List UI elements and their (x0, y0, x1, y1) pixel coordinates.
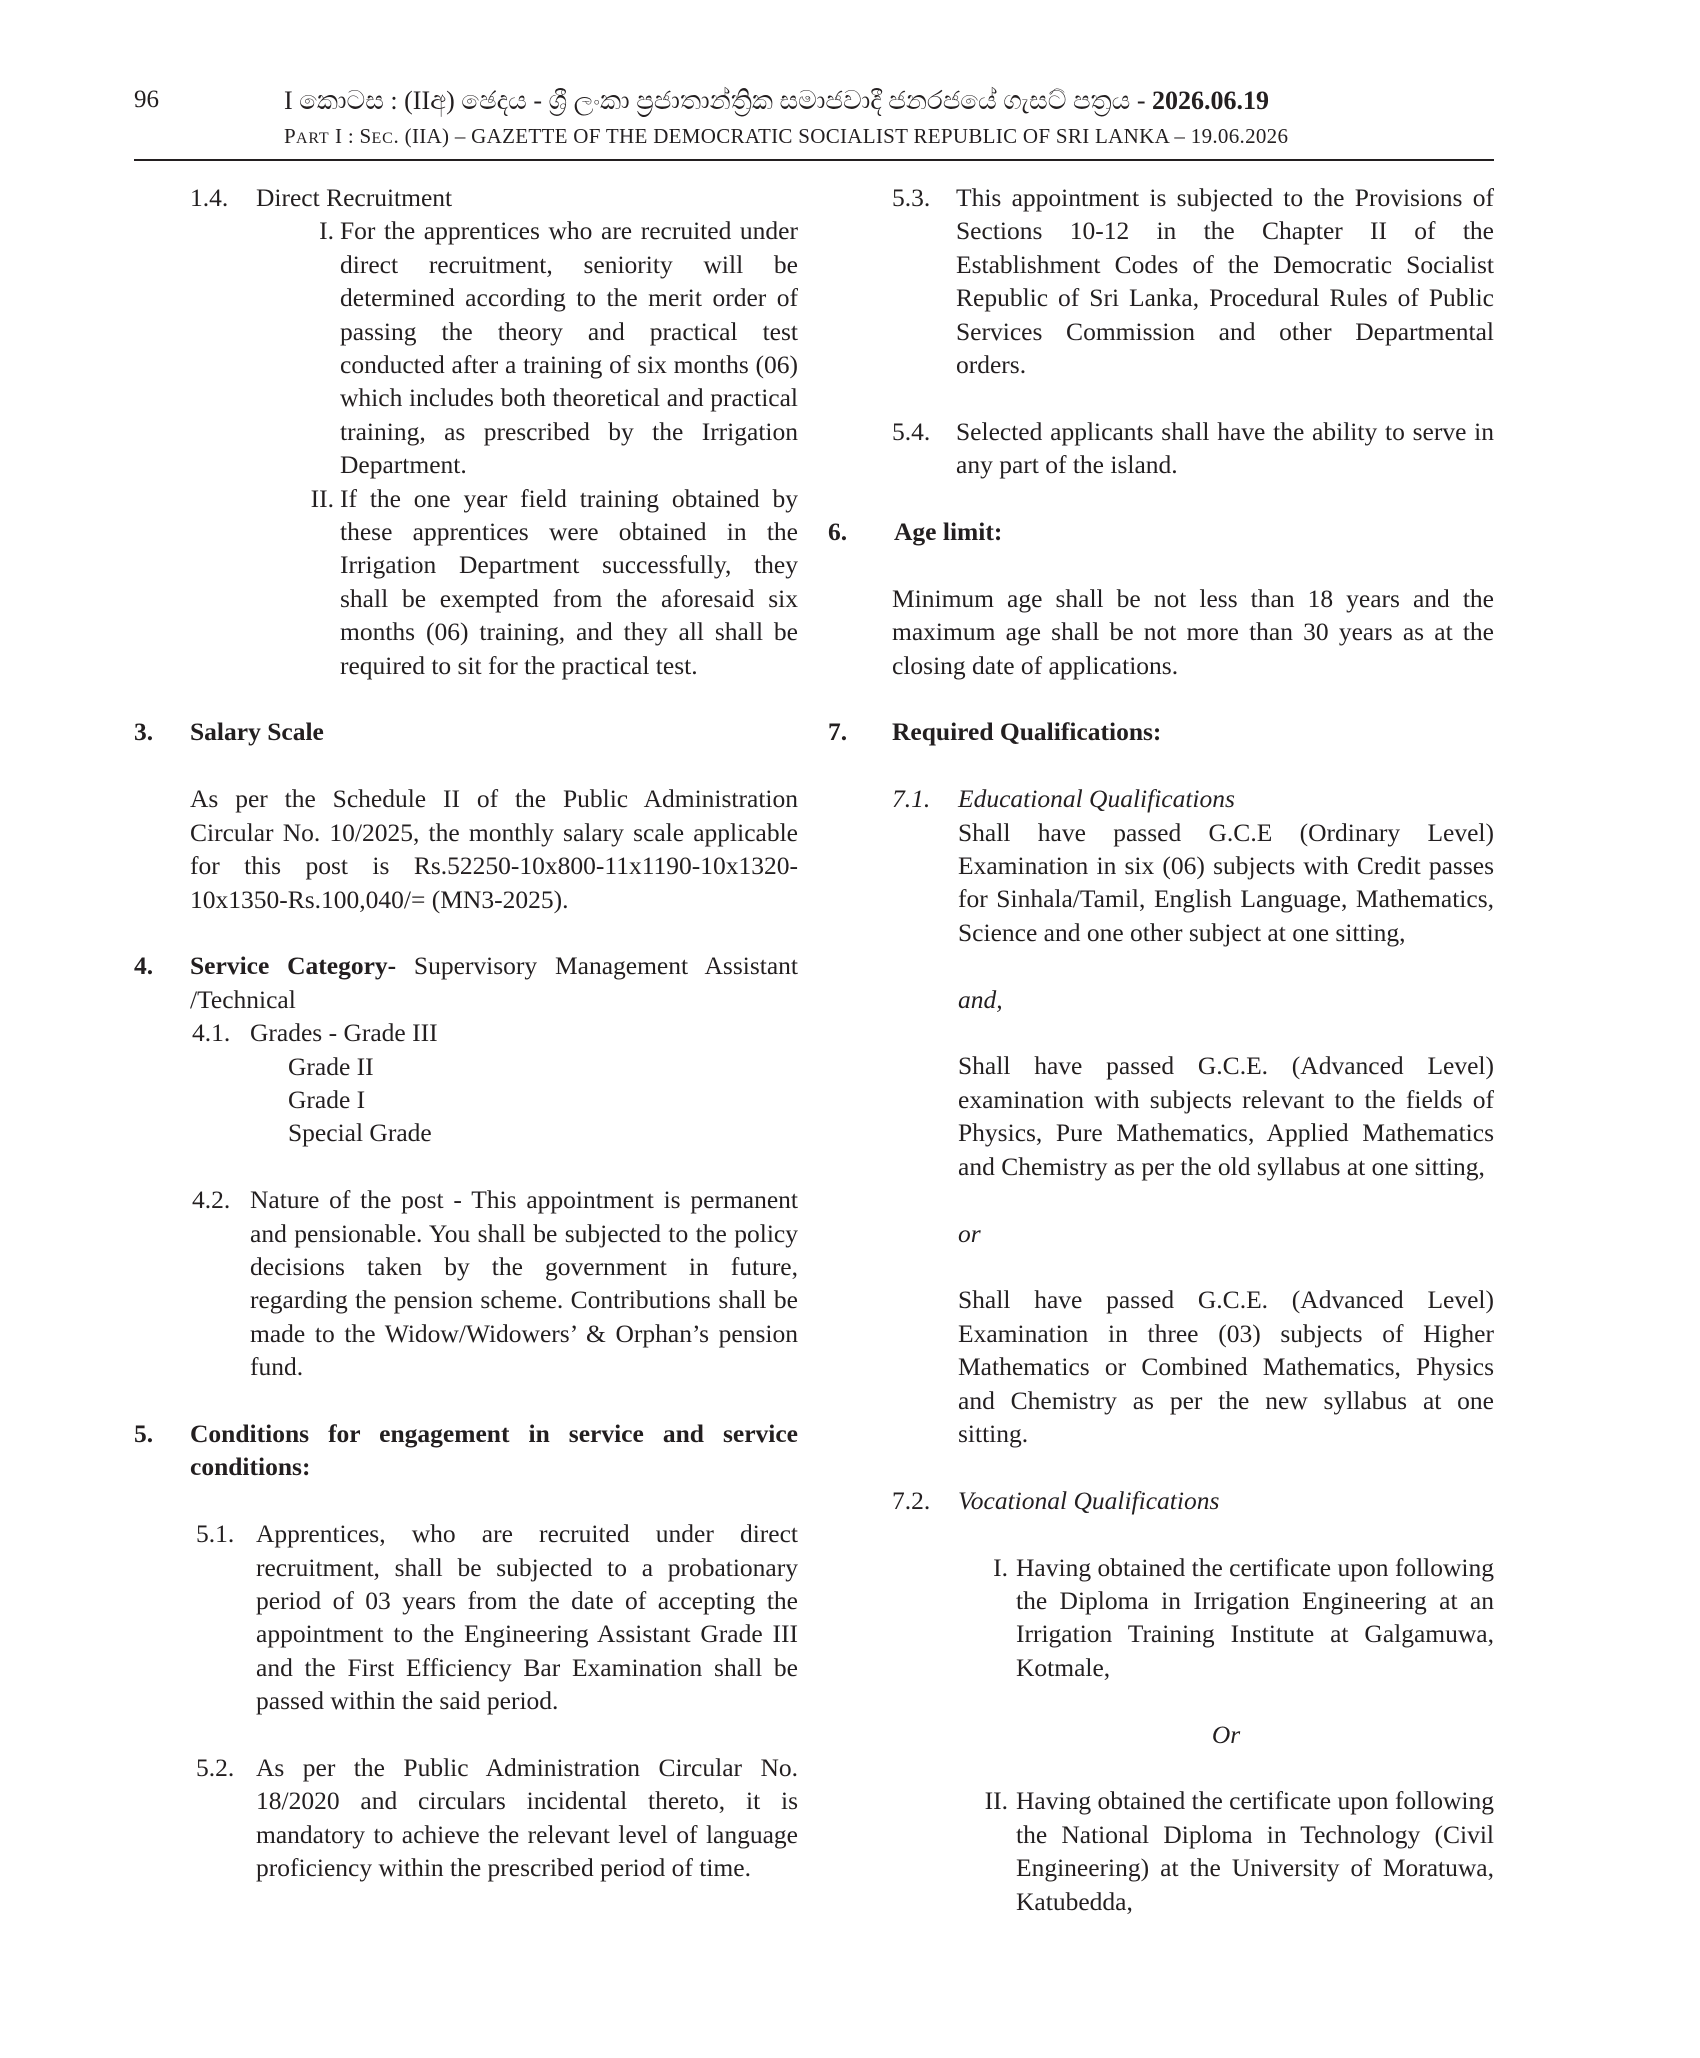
section-7-2-title: Vocational Qualifications (958, 1485, 1220, 1515)
qualification-paragraph: Shall have passed G.C.E. (Advanced Level) Examination in three (03) subjects of Higher Mathematics or Combined Mathematics, Physics and Chemistry as per the new syllabus at one sitting. (958, 1285, 1494, 1448)
section-3-heading: 3. Salary Scale (134, 715, 798, 748)
qualification-paragraph: Shall have passed G.C.E (Ordinary Level) Examination in six (06) subjects with Credit passes for Sinhala/Tamil, English Language, Mathematics, Science and one other subject at one sitting, (958, 817, 1494, 947)
conjunction-or: or (958, 1218, 981, 1248)
left-column (134, 181, 798, 1885)
grade-item: Grade II (288, 1051, 374, 1081)
section-5-heading: 5. Conditions for engagement in service and service conditions: (134, 1417, 798, 1484)
right-column (828, 181, 1494, 1918)
grade-item: Grade I (288, 1084, 366, 1114)
section-7-heading: 7. Required Qualifications: (828, 715, 1494, 748)
header-rule (134, 159, 1494, 161)
section-4-2: 4.2. Nature of the post - This appointment is permanent and pensionable. You shall be subjected to the policy decisions taken by the government in future, regarding the pension scheme. Contributions shall be made to the Widow/Widowers’ & Orphan’s pension fund. (192, 1185, 798, 1382)
conjunction-and: and, (958, 984, 1003, 1014)
section-3-text: As per the Schedule II of the Public Administration Circular No. 10/2025, the monthly salary scale applicable for this post is Rs.52250-10x800-11x1190-10x1320-10x1350-Rs.100,040/= (MN3-2025). (190, 784, 798, 914)
english-header: PART I : SEC. (IIA) – GAZETTE OF THE DEMOCRATIC SOCIALIST REPUBLIC OF SRI LANKA – 19.06.2026 (284, 124, 1289, 148)
section-1-4-title: Direct Recruitment (256, 183, 453, 212)
section-7-2-heading: 7.2. Vocational Qualifications (828, 1484, 1494, 1517)
section-4-heading: 4. Service Category- Supervisory Management Assistant /Technical (134, 951, 798, 1014)
grade-item: Special Grade (288, 1118, 432, 1148)
sinhala-header-text: I කොටස : (IIඅ) ඡෙදය - ශ්‍රී ලංකා ප්‍රජාතාන්ත්‍රික සමාජවාදී ජනරජයේ ගැසට් පත්‍රය - (284, 86, 1146, 115)
section-6-heading: 6. Age limit: (828, 515, 1494, 548)
sinhala-header-date: 2026.06.19 (1152, 86, 1270, 115)
section-5-title: Conditions for engagement in service and service conditions: (190, 1418, 798, 1482)
section-5-1: 5.1. Apprentices, who are recruited under direct recruitment, shall be subjected to a probationary period of 03 years from the date of accepting the appointment to the Engineering Assistant Grade III and the First Efficiency Bar Examination shall be passed within the said period. (196, 1519, 798, 1716)
grade-list (134, 1050, 798, 1150)
section-6-text: Minimum age shall be not less than 18 years and the maximum age shall be not more than 30 years as at the closing date of applications. (892, 583, 1494, 680)
section-5-4: 5.4. Selected applicants shall have the ability to serve in any part of the island. (892, 416, 1494, 480)
section-4-1: 4.1. Grades - Grade III (192, 1018, 438, 1048)
section-7-2-item-2: II. Having obtained the certificate upon following the National Diploma in Technology (Civil Engineering) at the University of Moratuwa, Katubedda, (984, 1786, 1494, 1916)
section-7-1-title: Educational Qualifications (958, 784, 1235, 814)
section-3-title: Salary Scale (190, 717, 324, 747)
section-1-4-item-2: II. If the one year field training obtained by these apprentices were obtained in the Irrigation Department successfully, they shall be exempted from the aforesaid six months (06) training, and they all shall be required to sit for the practical test. (310, 483, 798, 680)
section-7-1: 7.1. Educational Qualifications Shall have passed G.C.E (Ordinary Level) Examination in six (06) subjects with Credit passes for Sinhala/Tamil, English Language, Mathematics, Science and one other subject at one sitting, and, Shall have passed G.C.E. (Advanced Level) examination with subjects relevant to the fields of Physics, Pure Mathematics, Applied Mathematics and Chemistry as per the old syllabus at one sitting, or Shall have passed G.C.E. (Advanced Level) Examination in three (03) subjects of Higher Mathematics or Combined Mathematics, Physics and Chemistry as per the new syllabus at one sitting. (828, 782, 1494, 1450)
conjunction-or: Or (1211, 1719, 1241, 1749)
sinhala-header (284, 86, 1269, 117)
section-6-title: Age limit: (894, 517, 1003, 547)
section-5-2: 5.2. As per the Public Administration Circular No. 18/2020 and circulars incidental thereto, it is mandatory to achieve the relevant level of language proficiency within the prescribed period of time. (196, 1752, 798, 1883)
page-number: 96 (134, 86, 159, 113)
section-1-4-heading: 1.4. Direct Recruitment (134, 181, 798, 214)
section-1-4-item-1: I. For the apprentices who are recruited under direct recruitment, seniority will be determined according to the merit order of passing the theory and practical test conducted after a training of six months (06) which includes both theoretical and practical training, as prescribed by the Irrigation Department. (319, 216, 798, 480)
section-7-title: Required Qualifications: (892, 717, 1162, 747)
section-5-3: 5.3. This appointment is subjected to the Provisions of Sections 10-12 in the Chapter II of the Establishment Codes of the Democratic Socialist Republic of Sri Lanka, Procedural Rules of Public Services Commission and other Departmental orders. (892, 183, 1494, 380)
qualification-paragraph: Shall have passed G.C.E. (Advanced Level) examination with subjects relevant to the fields of Physics, Pure Mathematics, Applied Mathematics and Chemistry as per the old syllabus at one sitting, (958, 1051, 1494, 1181)
section-7-2-item-1: I. Having obtained the certificate upon following the Diploma in Irrigation Engineering at an Irrigation Training Institute at Galgamuwa, Kotmale, (993, 1552, 1494, 1682)
